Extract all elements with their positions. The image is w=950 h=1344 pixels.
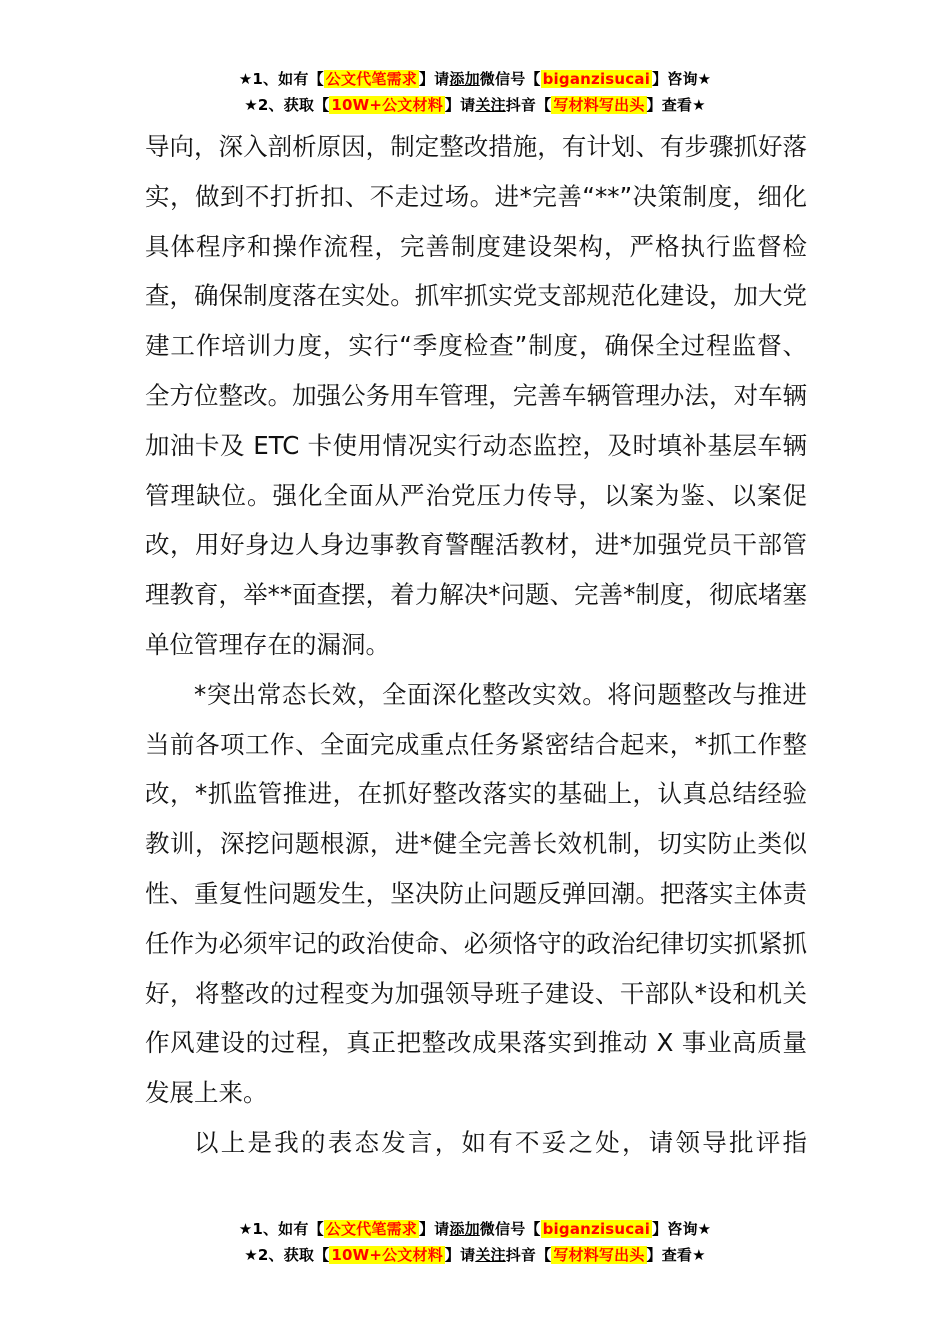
banner-text: ★2、获取【 <box>244 1246 330 1264</box>
banner-text: ★1、如有【 <box>238 1220 324 1238</box>
footer-ad-banner <box>0 1216 950 1268</box>
banner-text: 】查看★ <box>646 1246 706 1264</box>
banner-text: 】请 <box>444 96 476 114</box>
banner-text: 】请 <box>444 1246 476 1264</box>
highlight-wechat-id: biganzisucai <box>542 70 651 88</box>
banner-text: 】咨询★ <box>652 70 712 88</box>
banner-text-underlined: 关注 <box>475 1246 506 1264</box>
banner-text: 抖音【 <box>505 1246 552 1264</box>
banner-line-2 <box>0 1242 950 1268</box>
highlight-douyin-id: 写材料写出头 <box>553 96 645 114</box>
highlight-service: 公文代笔需求 <box>325 1220 417 1238</box>
banner-line-1 <box>0 1216 950 1242</box>
banner-text-underlined: 添加 <box>449 70 480 88</box>
banner-line-2 <box>0 92 950 118</box>
highlight-wechat-id: biganzisucai <box>542 1220 651 1238</box>
header-ad-banner <box>0 66 950 118</box>
banner-text: 微信号【 <box>479 1220 541 1238</box>
banner-text: ★1、如有【 <box>238 70 324 88</box>
banner-text-underlined: 添加 <box>449 1220 480 1238</box>
highlight-douyin-id: 写材料写出头 <box>553 1246 645 1264</box>
paragraph-1: 导向，深入剖析原因，制定整改措施，有计划、有步骤抓好落实，做到不打折扣、不走过场。进*完善“**”决策制度，细化具体程序和操作流程，完善制度建设架构，严格执行监督检查，确保制度落在实处。抓牢抓实党支部规范化建设，加大党建工作培训力度，实行“季度检查”制度，确保全过程监督、全方位整改。加强公务用车管理，完善车辆管理办法，对车辆加油卡及 ETC 卡使用情况实行动态监控，及时填补基层车辆管理缺位。强化全面从严治党压力传导，以案为鉴、以案促改，用好身边人身边事教育警醒活教材，进*加强党员干部管理教育，举**面查摆，着力解决*问题、完善*制度，彻底堵塞单位管理存在的漏洞。 <box>145 132 807 659</box>
banner-text: 】请 <box>418 1220 450 1238</box>
paragraph-2: *突出常态长效，全面深化整改实效。将问题整改与推进当前各项工作、全面完成重点任务紧密结合起来，*抓工作整改，*抓监管推进，在抓好整改落实的基础上，认真总结经验教训，深挖问题根源，进*健全完善长效机制，切实防止类似性、重复性问题发生，坚决防止问题反弹回潮。把落实主体责任作为必须牢记的政治使命、必须恪守的政治纪律切实抓紧抓好，将整改的过程变为加强领导班子建设、干部队*设和机关作风建设的过程，真正把整改成果落实到推动 X 事业高质量发展上来。 <box>145 679 807 1108</box>
highlight-materials: 10W+公文材料 <box>331 1246 443 1264</box>
banner-text-underlined: 关注 <box>475 96 506 114</box>
banner-text: 抖音【 <box>505 96 552 114</box>
banner-text: ★2、获取【 <box>244 96 330 114</box>
banner-line-1 <box>0 66 950 92</box>
document-body <box>145 122 807 1168</box>
banner-text: 】查看★ <box>646 96 706 114</box>
banner-text: 微信号【 <box>479 70 541 88</box>
banner-text: 】咨询★ <box>652 1220 712 1238</box>
paragraph-3: 以上是我的表态发言，如有不妥之处，请领导批评指 <box>194 1127 807 1157</box>
highlight-service: 公文代笔需求 <box>325 70 417 88</box>
banner-text: 】请 <box>418 70 450 88</box>
highlight-materials: 10W+公文材料 <box>331 96 443 114</box>
